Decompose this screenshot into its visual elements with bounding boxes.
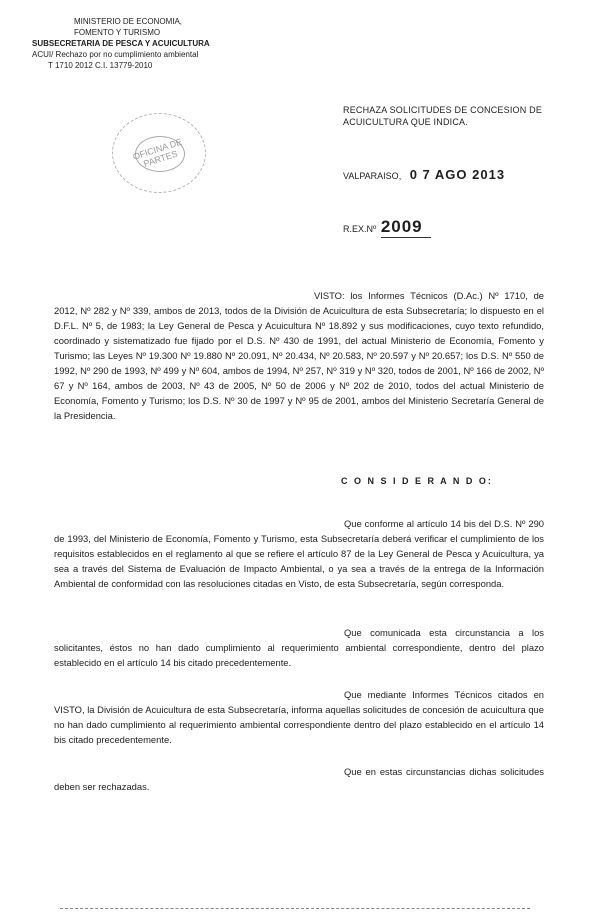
subsecretaria-line: SUBSECRETARIA DE PESCA Y ACUICULTURA [32,39,210,48]
resolution-subject: RECHAZA SOLICITUDES DE CONCESION DE ACUICULTURA QUE INDICA. [343,105,543,127]
office-stamp [112,113,206,193]
considerando-text: Que en estas circunstancias dichas solicitudes deben ser rechazadas. [54,766,544,792]
considerando-paragraph [54,516,544,591]
considerando-text: Que comunicada esta circunstancia a los solicitantes, éstos no han dado cumplimiento al requerimiento ambiental correspondiente, dentro del plazo establecido en el artículo 14 bis citado precedentemente. [54,627,544,668]
date-place: VALPARAISO, [343,171,402,181]
considerando-text: Que conforme al artículo 14 bis del D.S. Nº 290 de 1993, del Ministerio de Economía, Fomento y Turismo, esta Subsecretaría deberá verificar el cumplimiento de los requisitos establecidos en el reglamento al que se refiere el artículo 87 de la Ley General de Pesca y Acuicultura, ya sea a través del Sistema de Evaluación de Impacto Ambiental, o ya sea a través de la entrega de la Información Ambiental de conformidad con las resoluciones citadas en Visto, de esta Subsecretaría, según corresponda. [54,518,544,589]
case-number: T 1710 2012 C.I. 13779-2010 [48,61,153,70]
considerando-text: Que mediante Informes Técnicos citados en VISTO, la División de Acuicultura de esta Subsecretaría, informa aquellas solicitudes de concesión de acuicultura que no han dado cumplimiento al requerimiento ambiental correspondiente dentro del plazo establecido en el artículo 14 bis citado precedentemente. [54,689,544,745]
visto-text: VISTO: los Informes Técnicos (D.Ac.) Nº 1710, de 2012, Nº 282 y Nº 339, ambos de 2013, todos de la División de Acuicultura de esta Subsecretaría; lo dispuesto en el D.F.L. Nº 5, de 1983; la Ley General de Pesca y Acuicultura Nº 18.892 y sus modificaciones, cuyo texto refundido, coordinado y sistematizado fue fijado por el D.S. Nº 430 de 1991, del actual Ministerio de Economía, Fomento y Turismo; las Leyes Nº 19.300 Nº 19.880 Nº 20.091, Nº 20.434, Nº 20.583, Nº 20.597 y Nº 20.657; los D.S. Nº 550 de 1992, Nº 290 de 1993, Nº 499 y Nº 604, ambos de 1994, Nº 257, Nº 319 y Nº 320, todos de 2001, Nº 166 de 2002, Nº 67 y Nº 164, ambos de 2003, Nº 43 de 2005, Nº 50 de 2006 y Nº 202 de 2010, todos del actual Ministerio de Economía, Fomento y Turismo; los D.S. Nº 30 de 1997 y Nº 95 de 2001, ambos del Ministerio Secretaría General de la Presidencia. [54,290,544,421]
letterhead [32,16,272,71]
visto-paragraph [54,288,544,423]
considerando-paragraph [54,764,544,794]
footer-rule [60,908,530,909]
date-stamp: 0 7 AGO 2013 [409,167,506,182]
considerando-paragraph [54,687,544,747]
reference-line: ACUI/ Rechazo por no cumplimiento ambiental [32,50,199,59]
considerando-heading: C O N S I D E R A N D O: [341,476,493,486]
considerando-paragraph [54,625,544,670]
ministry-line-1: MINISTERIO DE ECONOMIA, [74,17,183,26]
resolution-number-line [343,217,431,238]
date-line [343,167,505,182]
ministry-line-2: FOMENTO Y TURISMO [74,28,161,37]
stamp-text: OFICINA DE PARTES [131,136,184,169]
resolution-number: 2009 [381,217,431,238]
resolution-label: R.EX.Nº [343,224,377,234]
